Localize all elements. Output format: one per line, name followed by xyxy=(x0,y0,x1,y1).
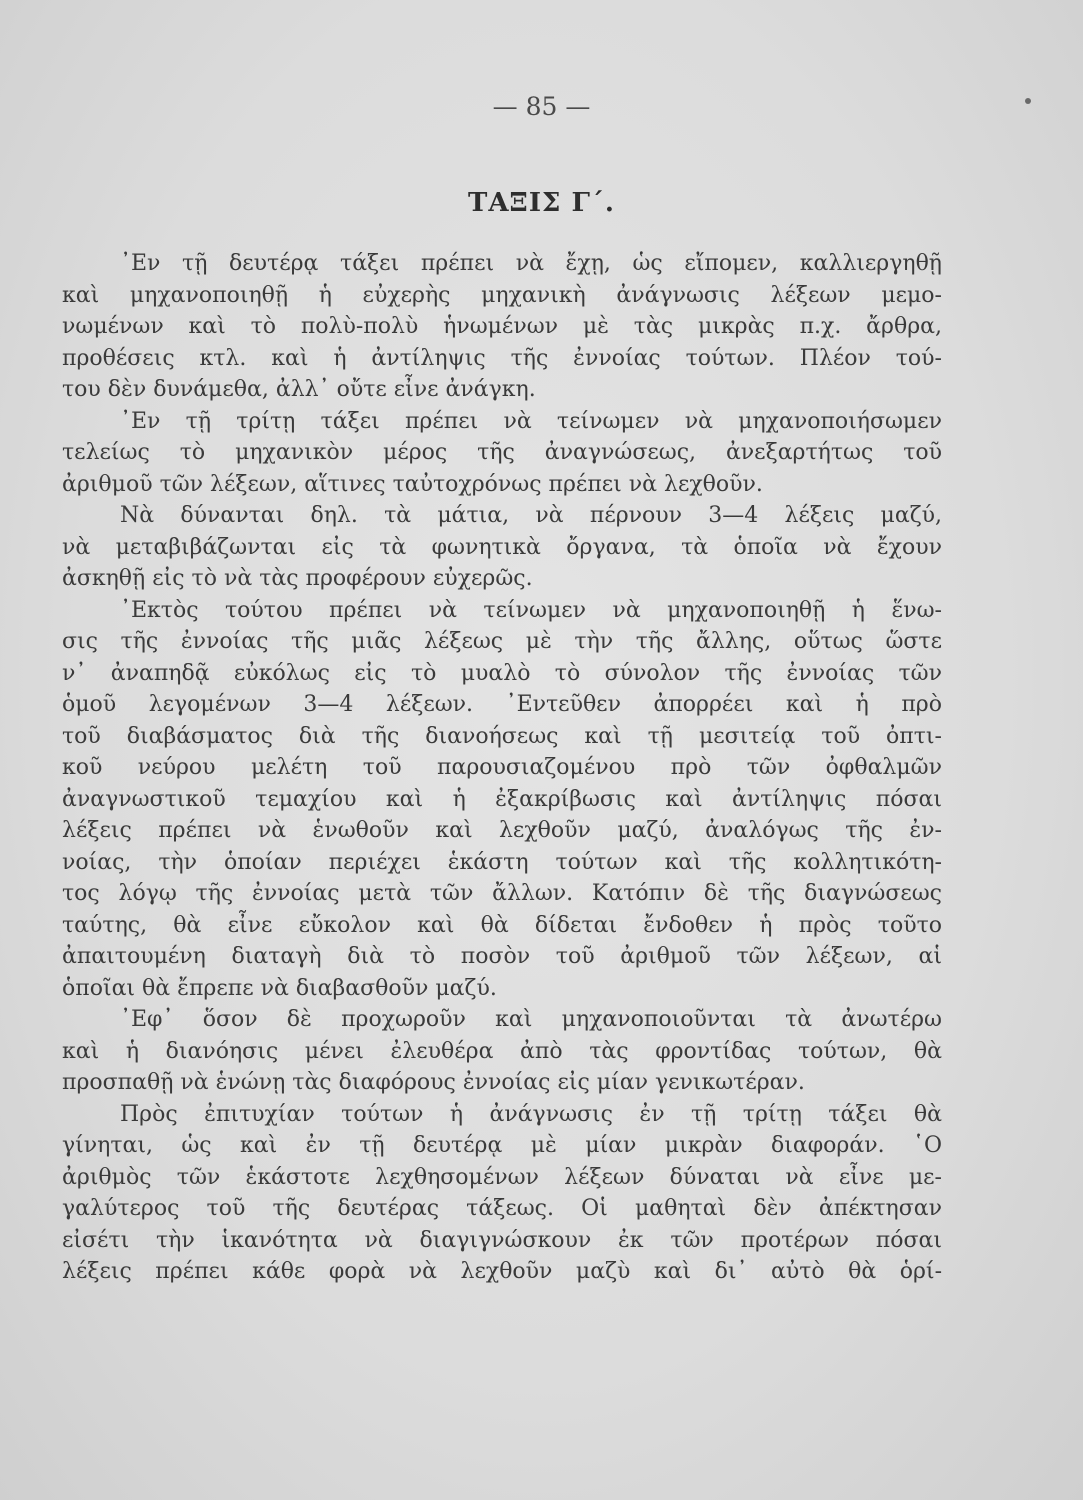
text-line: ᾿Εν τῇ δευτέρᾳ τάξει πρέπει νὰ ἔχῃ, ὡς εἴπομεν, καλλιεργηθῇ xyxy=(120,251,942,276)
text-line: νωμένων καὶ τὸ πολὺ-πολὺ ἡνωμένων μὲ τὰς μικρὰς π.χ. ἄρθρα, xyxy=(62,314,942,339)
text-line: ἀριθμὸς τῶν ἑκάστοτε λεχθησομένων λέξεων δύναται νὰ εἶνε με- xyxy=(62,1164,942,1190)
text-line: νοίας, τὴν ὁποίαν περιέχει ἑκάστη τούτων καὶ τῆς κολλητικότη- xyxy=(62,849,942,875)
paragraph-6 xyxy=(62,1099,942,1288)
text-line: ν᾿ ἀναπηδᾷ εὐκόλως εἰς τὸ μυαλὸ τὸ σύνολον τῆς ἐννοίας τῶν xyxy=(62,660,942,686)
text-line: ταύτης, θὰ εἶνε εὔκολον καὶ θὰ δίδεται ἔνδοθεν ἡ πρὸς τοῦτο xyxy=(62,912,942,938)
paragraph-4 xyxy=(62,595,942,1005)
text-line: ᾿Εφ᾿ ὅσον δὲ προχωροῦν καὶ μηχανοποιοῦνται τὰ ἀνωτέρω xyxy=(120,1007,942,1032)
text-line: του δὲν δυνάμεθα, ἀλλ᾿ οὔτε εἶνε ἀνάγκη. xyxy=(62,377,536,402)
paragraph-2 xyxy=(62,406,942,501)
text-line: τελείως τὸ μηχανικὸν μέρος τῆς ἀναγνώσεως, ἀνεξαρτήτως τοῦ xyxy=(62,440,942,465)
text-line: ὁμοῦ λεγομένων 3—4 λέξεων. ᾿Εντεῦθεν ἀπορρέει καὶ ἡ πρὸ xyxy=(62,692,942,717)
text-line: ᾿Εκτὸς τούτου πρέπει νὰ τείνωμεν νὰ μηχανοποιηθῇ ἡ ἕνω- xyxy=(120,597,942,623)
text-line: νὰ μεταβιβάζωνται εἰς τὰ φωνητικὰ ὄργανα, τὰ ὁποῖα νὰ ἔχουν xyxy=(62,534,942,560)
text-line: σις τῆς ἐννοίας τῆς μιᾶς λέξεως μὲ τὴν τῆς ἄλλης, οὕτως ὥστε xyxy=(62,629,942,654)
text-line: τος λόγῳ τῆς ἐννοίας μετὰ τῶν ἄλλων. Κατόπιν δὲ τῆς διαγνώσεως xyxy=(62,881,942,906)
page-number: — 85 — xyxy=(492,92,591,121)
text-line: εἰσέτι τὴν ἱκανότητα νὰ διαγιγνώσκουν ἐκ τῶν προτέρων πόσαι xyxy=(62,1227,942,1253)
text-line: τοῦ διαβάσματος διὰ τῆς διανοήσεως καὶ τῇ μεσιτείᾳ τοῦ ὀπτι- xyxy=(62,723,942,749)
text-line: ὁποῖαι θὰ ἔπρεπε νὰ διαβασθοῦν μαζύ. xyxy=(62,975,497,1001)
text-line: ἀριθμοῦ τῶν λέξεων, αἵτινες ταὐτοχρόνως πρέπει νὰ λεχθοῦν. xyxy=(62,471,763,497)
text-line: προθέσεις κτλ. καὶ ἡ ἀντίληψις τῆς ἐννοίας τούτων. Πλέον τού- xyxy=(62,345,942,371)
text-line: καὶ ἡ διανόησις μένει ἐλευθέρα ἀπὸ τὰς φροντίδας τούτων, θὰ xyxy=(62,1038,942,1064)
body-text xyxy=(62,248,942,1288)
text-line: γίνηται, ὡς καὶ ἐν τῇ δευτέρᾳ μὲ μίαν μικρὰν διαφοράν. ῾Ο xyxy=(62,1133,942,1158)
text-line: ἀσκηθῇ εἰς τὸ νὰ τὰς προφέρουν εὐχερῶς. xyxy=(62,566,533,591)
section-heading: ΤΑΞΙΣ Γ΄. xyxy=(468,188,615,218)
text-line: γαλύτερος τοῦ τῆς δευτέρας τάξεως. Οἱ μαθηταὶ δὲν ἀπέκτησαν xyxy=(62,1196,942,1221)
text-line: κοῦ νεύρου μελέτη τοῦ παρουσιαζομένου πρὸ τῶν ὀφθαλμῶν xyxy=(62,755,942,780)
paragraph-1 xyxy=(62,248,942,406)
text-line: προσπαθῇ νὰ ἑνώνῃ τὰς διαφόρους ἐννοίας εἰς μίαν γενικωτέραν. xyxy=(62,1070,805,1095)
text-line: Πρὸς ἐπιτυχίαν τούτων ἡ ἀνάγνωσις ἐν τῇ τρίτῃ τάξει θὰ xyxy=(120,1101,942,1127)
text-line: ᾿Εν τῇ τρίτῃ τάξει πρέπει νὰ τείνωμεν νὰ μηχανοποιήσωμεν xyxy=(120,408,942,434)
text-line: Νὰ δύνανται δηλ. τὰ μάτια, νὰ πέρνουν 3—4 λέξεις μαζύ, xyxy=(120,503,942,528)
paragraph-3 xyxy=(62,500,942,595)
text-line: ἀναγνωστικοῦ τεμαχίου καὶ ἡ ἐξακρίβωσις καὶ ἀντίληψις πόσαι xyxy=(62,786,942,812)
text-line: λέξεις πρέπει κάθε φορὰ νὰ λεχθοῦν μαζὺ καὶ δι᾿ αὐτὸ θὰ ὁρί- xyxy=(62,1259,942,1284)
text-line: ἀπαιτουμένη διαταγὴ διὰ τὸ ποσὸν τοῦ ἀριθμοῦ τῶν λέξεων, αἱ xyxy=(62,944,942,969)
text-line: λέξεις πρέπει νὰ ἑνωθοῦν καὶ λεχθοῦν μαζύ, ἀναλόγως τῆς ἐν- xyxy=(62,818,942,843)
paragraph-5 xyxy=(62,1004,942,1099)
text-line: καὶ μηχανοποιηθῇ ἡ εὐχερὴς μηχανικὴ ἀνάγνωσις λέξεων μεμο- xyxy=(62,282,942,308)
